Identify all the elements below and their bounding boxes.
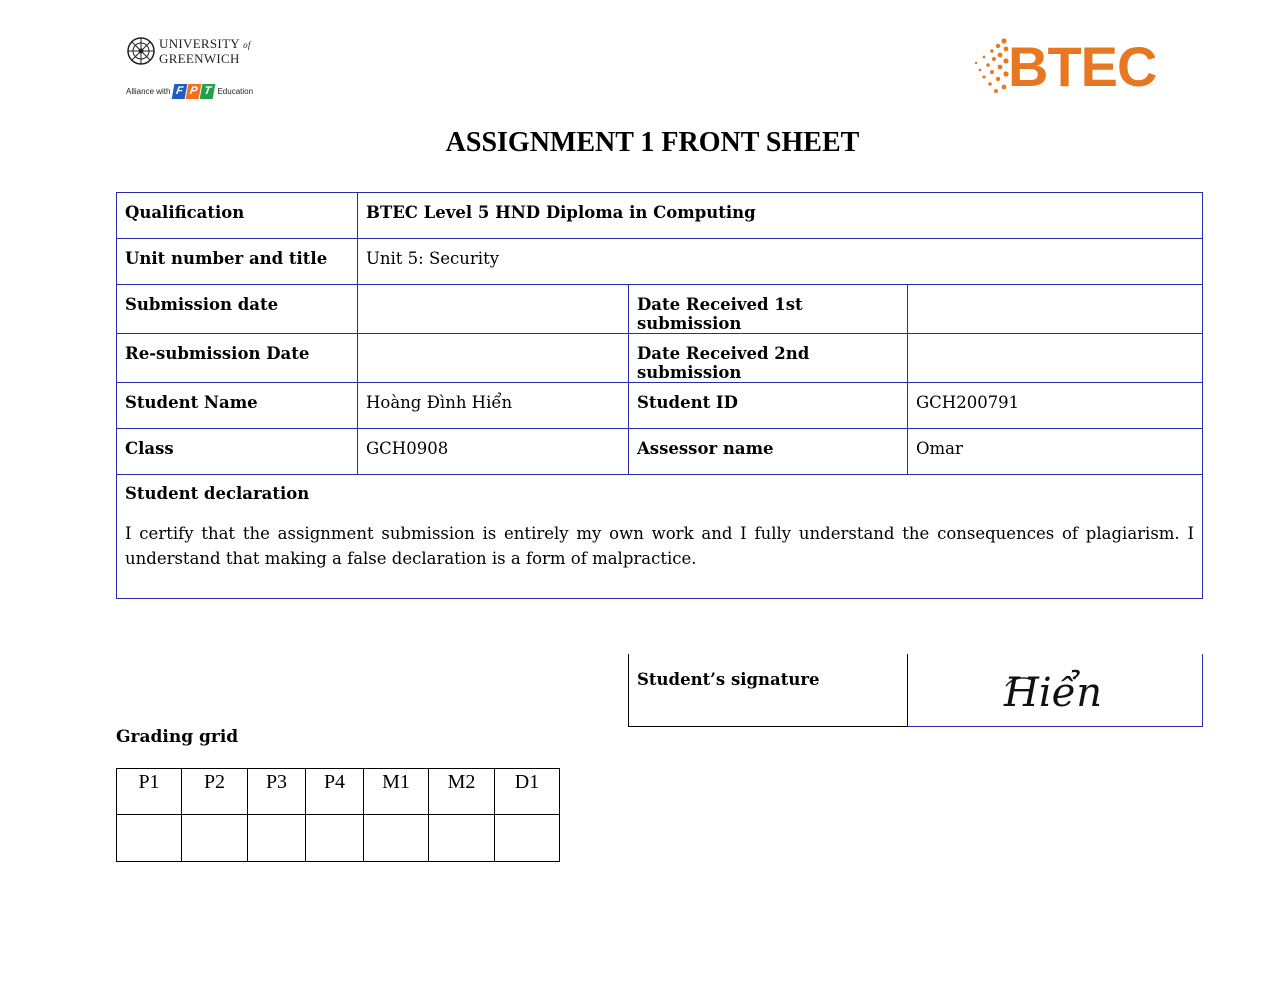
btec-logo: [970, 37, 1166, 97]
grade-p4-cell[interactable]: [306, 815, 364, 862]
class-label: Class: [117, 429, 358, 475]
fpt-logo: [173, 84, 214, 99]
page-title: ASSIGNMENT 1 FRONT SHEET: [445, 127, 860, 158]
education-label: Education: [217, 87, 254, 96]
university-of: of: [243, 40, 251, 50]
university-name-line2: GREENWICH: [159, 51, 240, 66]
student-name-label: Student Name: [117, 383, 358, 429]
grade-p3-header: P3: [248, 769, 306, 815]
grading-grid-label: Grading grid: [116, 727, 239, 747]
front-sheet-table: [116, 192, 1203, 599]
fpt-alliance: [126, 84, 253, 99]
submission-row: [117, 285, 1203, 334]
qualification-label: Qualification: [117, 193, 358, 239]
fpt-letter-t: T: [200, 84, 216, 99]
declaration-cell: [117, 475, 1203, 599]
unit-label: Unit number and title: [117, 239, 358, 285]
unit-value: Unit 5: Security: [358, 239, 1203, 285]
fpt-letter-f: F: [172, 84, 188, 99]
date-received-2-value[interactable]: [908, 334, 1203, 383]
assessor-label: Assessor name: [629, 429, 908, 475]
signature-text: Hiển: [1004, 670, 1103, 716]
resubmission-date-label: Re-submission Date: [117, 334, 358, 383]
handwritten-signature: [998, 660, 1118, 720]
submission-date-label: Submission date: [117, 285, 358, 334]
grade-p1-cell[interactable]: [117, 815, 182, 862]
qualification-row: [117, 193, 1203, 239]
grading-value-row: [117, 815, 560, 862]
declaration-row: [117, 475, 1203, 599]
university-of-greenwich-logo: [126, 34, 266, 104]
grade-p1-header: P1: [117, 769, 182, 815]
signature-table: [628, 654, 1203, 727]
student-row: [117, 383, 1203, 429]
btec-wordmark: BTEC: [1008, 35, 1157, 98]
grade-p4-header: P4: [306, 769, 364, 815]
grade-d1-cell[interactable]: [495, 815, 560, 862]
fpt-letter-p: P: [186, 84, 202, 99]
grade-m2-cell[interactable]: [429, 815, 495, 862]
university-name-line1: UNIVERSITY: [159, 36, 240, 51]
university-crest-icon: [126, 36, 156, 66]
declaration-text: I certify that the assignment submission is entirely my own work and I fully understand the consequences of plagiarism. I understand that making a false declaration is a form of malpractice.: [125, 524, 1194, 568]
qualification-value: BTEC Level 5 HND Diploma in Computing: [358, 193, 1203, 239]
student-name-value: Hoàng Đình Hiển: [358, 383, 629, 429]
grade-p2-header: P2: [182, 769, 248, 815]
class-value: GCH0908: [358, 429, 629, 475]
grading-grid: [116, 768, 560, 862]
grade-m2-header: M2: [429, 769, 495, 815]
date-received-1-label: Date Received 1st submission: [629, 285, 908, 334]
grading-header-row: [117, 769, 560, 815]
alliance-label: Alliance with: [126, 87, 171, 96]
grade-d1-header: D1: [495, 769, 560, 815]
resubmission-date-value[interactable]: [358, 334, 629, 383]
date-received-2-label: Date Received 2nd submission: [629, 334, 908, 383]
class-row: [117, 429, 1203, 475]
signature-label: Student’s signature: [629, 654, 908, 726]
resubmission-row: [117, 334, 1203, 383]
student-id-value: GCH200791: [908, 383, 1203, 429]
unit-row: [117, 239, 1203, 285]
signature-cell: [908, 654, 1203, 726]
student-id-label: Student ID: [629, 383, 908, 429]
submission-date-value[interactable]: [358, 285, 629, 334]
declaration-label: Student declaration: [125, 484, 310, 503]
grade-m1-header: M1: [364, 769, 429, 815]
grade-m1-cell[interactable]: [364, 815, 429, 862]
grade-p2-cell[interactable]: [182, 815, 248, 862]
grade-p3-cell[interactable]: [248, 815, 306, 862]
assessor-value: Omar: [908, 429, 1203, 475]
date-received-1-value[interactable]: [908, 285, 1203, 334]
